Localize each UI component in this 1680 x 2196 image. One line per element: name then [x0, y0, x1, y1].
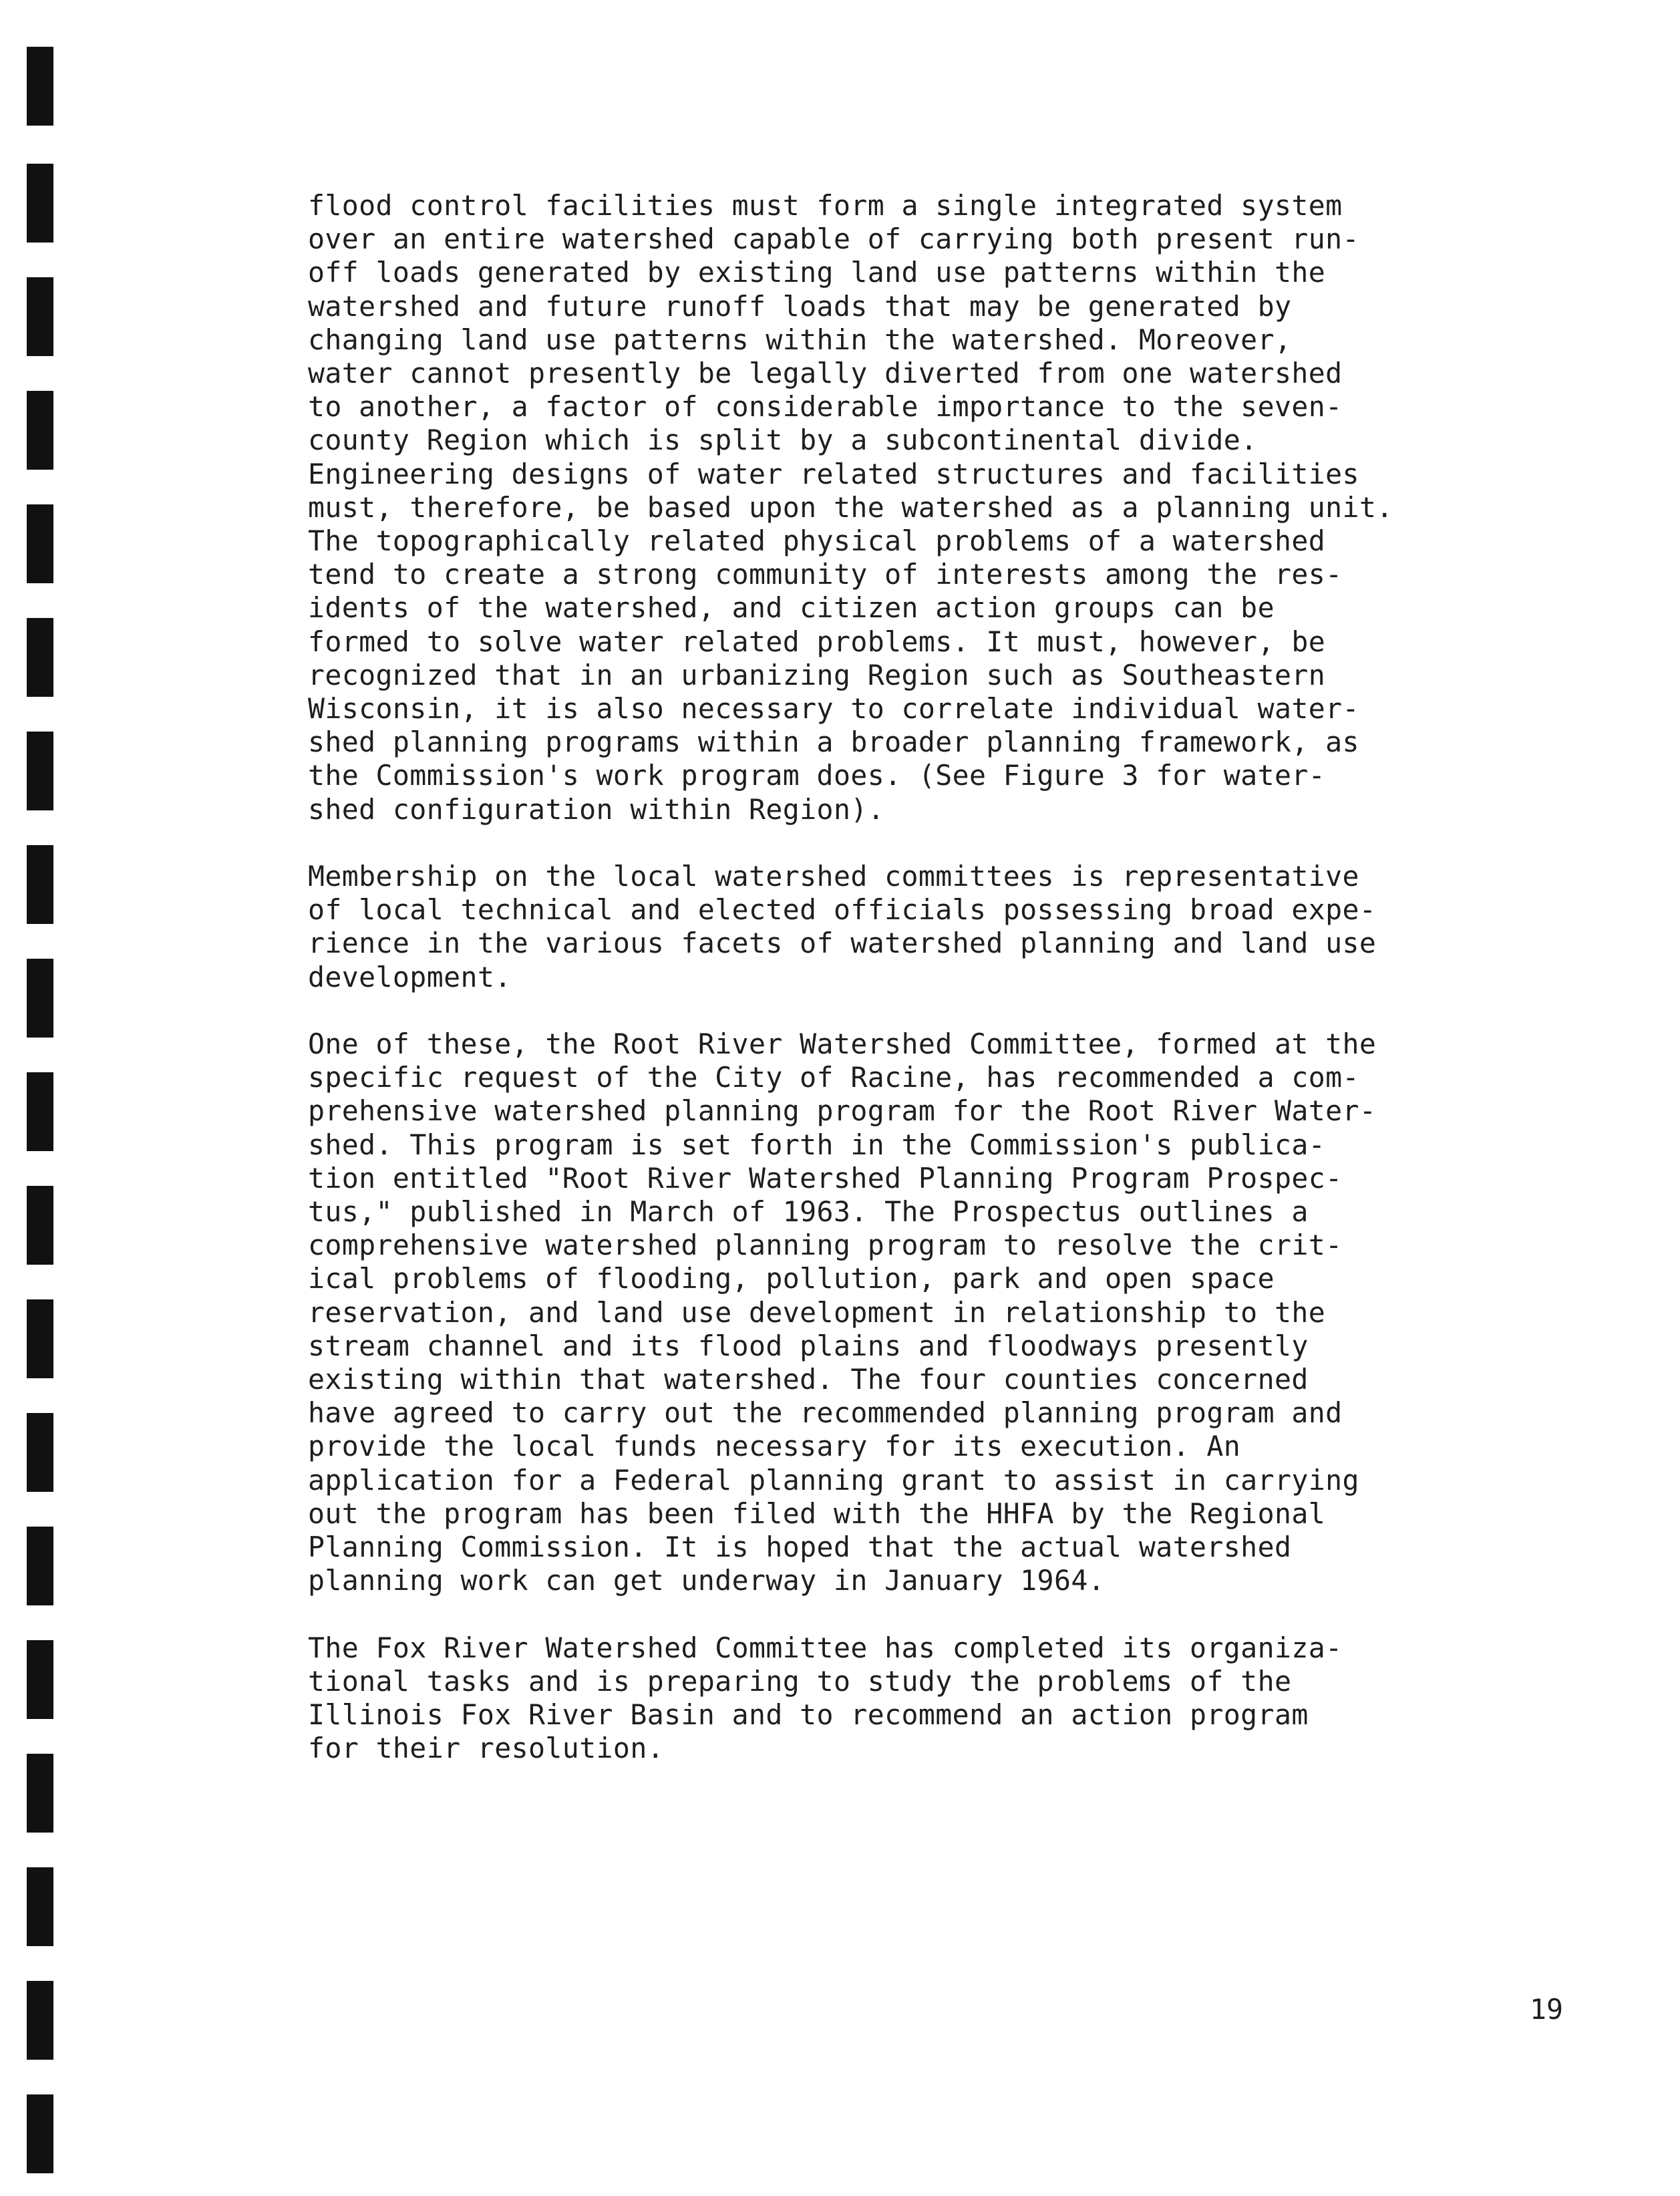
punch-mark: [27, 845, 53, 924]
punch-mark: [27, 1754, 53, 1833]
paragraph-watershed-planning-unit: flood control facilities must form a single integrated system over an entire watershed capable of carrying both present run- off loads generated by existing land use patterns within the watershed and future runoff loads that may be generated by changing land use patterns within the watershed. Moreover, water cannot presently be legally diverted from one watershed to another, a factor of considerable importance to the seven- county Region which is split by a subcontinental divide. Engineering designs of water related structures and facilities must, therefore, be based upon the watershed as a planning unit. The topographically related physical problems of a watershed tend to create a strong community of interests among the res- idents of the watershed, and citizen action groups can be formed to solve water related problems. It must, however, be recognized that in an urbanizing Region such as Southeastern Wisconsin, it is also necessary to correlate individual water- shed planning programs within a broader planning framework, as the Commission's work program does. (See Figure 3 for water- shed configuration within Region).: [308, 189, 1393, 826]
paragraph-fox-river-committee: The Fox River Watershed Committee has completed its organiza- tional tasks and is preparing to study the problems of the Illinois Fox River Basin and to recommend an action program for their resolution.: [308, 1631, 1343, 1765]
punch-mark: [27, 1072, 53, 1151]
punch-mark: [27, 1867, 53, 1946]
punch-mark: [27, 2094, 53, 2173]
punch-mark: [27, 959, 53, 1038]
punch-mark: [27, 277, 53, 356]
punch-mark: [27, 504, 53, 583]
paragraph-committee-membership: Membership on the local watershed committees is representative of local technical and elected officials possessing broad expe- rience in the various facets of watershed planning and land use development.: [308, 860, 1377, 993]
punch-mark: [27, 618, 53, 697]
punch-mark: [27, 1299, 53, 1378]
punch-mark: [27, 47, 53, 126]
punch-mark: [27, 732, 53, 810]
document-body: [308, 189, 1577, 1766]
punch-mark: [27, 1640, 53, 1719]
punch-mark: [27, 1413, 53, 1492]
punch-mark: [27, 1981, 53, 2060]
binding-punch-strip: [27, 0, 53, 2196]
punch-mark: [27, 1527, 53, 1605]
punch-mark: [27, 164, 53, 243]
punch-mark: [27, 391, 53, 470]
page-number: 19: [1530, 1993, 1563, 2026]
paragraph-root-river-committee: One of these, the Root River Watershed Committee, formed at the specific request of the City of Racine, has recommended a com- prehensive watershed planning program for the Root River Water- shed. This program is set forth in the Commission's publica- tion entitled "Root River Watershed Planning Program Prospec- tus," published in March of 1963. The Prospectus outlines a comprehensive watershed planning program to resolve the crit- ical problems of flooding, pollution, park and open space reservation, and land use development in relationship to the stream channel and its flood plains and floodways presently existing within that watershed. The four counties concerned have agreed to carry out the recommended planning program and provide the local funds necessary for its execution. An application for a Federal planning grant to assist in carrying out the program has been filed with the HHFA by the Regional Planning Commission. It is hoped that the actual watershed planning work can get underway in January 1964.: [308, 1028, 1377, 1597]
punch-mark: [27, 1186, 53, 1265]
